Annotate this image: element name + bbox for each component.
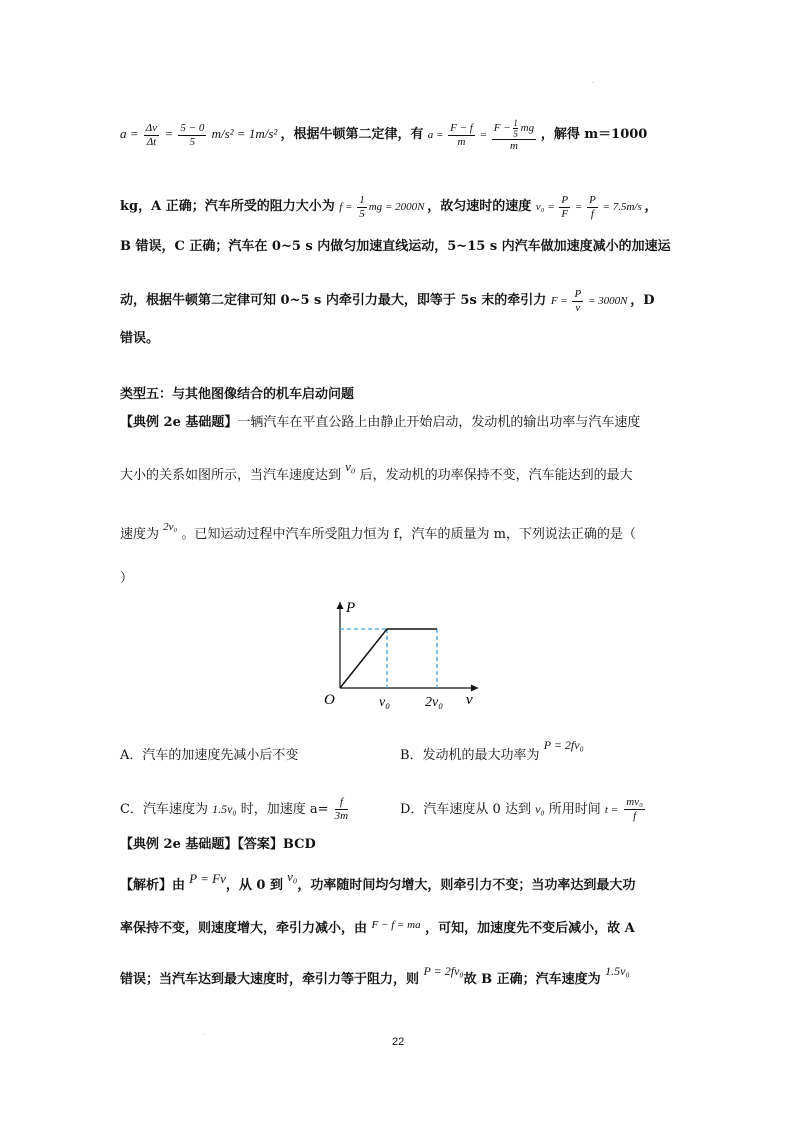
force-equation: F = $\frac{P}{v}$ = 3000N [550,288,631,314]
question-line-3: 速度为 $^{2v_0}$ 。已知运动过程中汽车所受阻力恒为 f，汽车的质量为 m，下列说法正确的是（ [120,521,636,542]
scan-dot: . [203,1030,205,1037]
option-d-fraction: $\frac{\text{mv₀}}{f}$ [626,796,643,822]
resistance-equation: f = $\frac{1}{5}$ mg = 2000N [339,194,428,220]
page-number: 22 [392,1036,405,1048]
solution-line-3: B 错误，C 正确；汽车在 0~5 s 内做匀加速直线运动，5~15 s 内汽车做加速度减小的加速运 [120,239,671,254]
speed-equation: v₀ = $\frac{P}{F}$ = $\frac{P}{f}$ = 7.5m/s [535,194,645,220]
power-speed-graph [320,596,500,716]
scan-dot: . [592,78,594,85]
solution-line-1: a = $\frac{\Delta v}{\Delta t}$ = $\frac{5 - 0}{5}$ m/s² = 1m/s² ，根据牛顿第二定律，有 a = $\frac{F - f}{m}$ = F − $\frac{1}{5}$ mg m ，解得 m＝1000 [120,118,648,152]
newton-equation: a = $\frac{F - f}{m}$ = F − $\frac{1}{5}$ mg m [427,118,535,152]
solution-line-5: 错误。 [120,331,160,346]
tick-v0-label: v₀ [379,695,391,710]
x-axis-label: v [466,692,473,708]
solution-line-4: 动，根据牛顿第二定律可知 0~5 s 内牵引力最大，即等于 5s 末的牵引力 F = $\frac{P}{v}$ = 3000N ，D [120,288,655,314]
option-b: B．发动机的最大功率为 P = 2fv₀ [400,738,584,763]
option-a: A．汽车的加速度先减小后不变 [120,748,299,763]
power-curve [340,629,437,688]
question-line-1: 【典例 2e 基础题】一辆汽车在平直公路上由静止开始启动，发动机的输出功率与汽车速度 [120,415,641,430]
option-c-fraction: $\frac{f}{3m}$ [334,796,349,822]
analysis-line-3: 错误；当汽车达到最大速度时，牵引力等于阻力，则 P = 2fv₀故 B 正确；汽车速度为 1.5v₀ [120,964,630,987]
solution-line-2: kg，A 正确；汽车所受的阻力大小为 f = $\frac{1}{5}$ mg = 2000N ，故匀速时的速度 v₀ = $\frac{P}{F}$ = $\frac{P}{f}$ = 7.5m/s ， [120,194,658,220]
option-d: D．汽车速度从 0 达到 v₀ 所用时间 t = $\frac{\text{mv₀}}{f}$ [400,796,643,822]
question-line-4: ） [120,571,134,586]
analysis-line-1: 【解析】由 P = Fv，从 0 到 v₀，功率随时间均匀增大，则牵引力不变；当功率达到最大功 [120,869,636,893]
option-c: C．汽车速度为 1.5v₀ 时，加速度 a= $\frac{f}{3m}$ [120,796,349,822]
answer-line: 【典例 2e 基础题】【答案】BCD [120,837,316,852]
tick-2v0-label: 2v₀ [425,695,444,710]
question-line-2: 大小的关系如图所示，当汽车速度达到 v₀ 后，发动机的功率保持不变，汽车能达到的最大 [120,459,633,483]
y-axis-label: P [346,600,356,616]
acceleration-equation: a = $\frac{\Delta v}{\Delta t}$ = $\frac{5 - 0}{5}$ m/s² = 1m/s² [120,121,281,148]
origin-label: O [324,692,335,708]
analysis-line-2: 率保持不变，则速度增大，牵引力减小，由 $^{F - f = ma}$ ，可知，加速度先不变后减小，故 A [120,919,635,936]
section-title: 类型五：与其他图像结合的机车启动问题 [120,387,355,402]
